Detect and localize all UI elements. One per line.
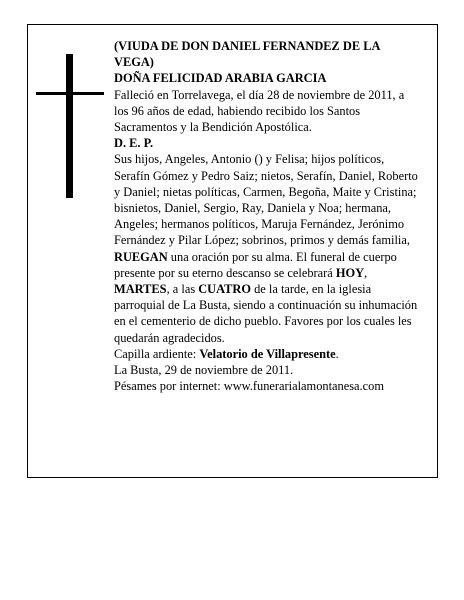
cross-vertical-bar: [66, 54, 73, 198]
martes-word: MARTES: [114, 282, 167, 297]
capilla-label: Capilla ardiente:: [114, 346, 200, 361]
capilla-line: [114, 346, 420, 362]
pesames-line: Pésames por internet: www.funerarialamontanesa.com: [114, 379, 384, 394]
death-paragraph: Falleció en Torrelavega, el día 28 de noviembre de 2011, a los 96 años de edad, habiendo recibido los Santos Sacramentos y la Bendición Apostólica.: [114, 87, 405, 135]
dep-line: D. E. P.: [114, 136, 154, 151]
capilla-end: .: [335, 346, 339, 361]
deceased-name: DOÑA FELICIDAD ARABIA GARCIA: [114, 71, 327, 86]
capilla-value: Velatorio de Villapresente: [199, 346, 336, 361]
funeral-text-2: , a las: [166, 282, 199, 297]
funeral-text-1: una oración por su alma. El funeral de cuerpo presente por su eterno descanso se celebrará: [114, 249, 397, 280]
place-date-line: La Busta, 29 de noviembre de 2011.: [114, 363, 294, 378]
cuatro-word: CUATRO: [198, 282, 252, 297]
cross-horizontal-bar: [36, 92, 104, 95]
funeral-paragraph: [114, 249, 420, 346]
obituary-text: [114, 38, 420, 394]
cross-icon: [36, 54, 104, 198]
family-paragraph: Sus hijos, Angeles, Antonio () y Felisa; hijos políticos, Serafín Gómez y Pedro Saiz; nietos, Serafín, Daniel, Roberto y Daniel; nietas políticas, Carmen, Begoña, Maite y Cristina; bisnietos, Daniel, Sergio, Ray, Daniela y Noa; hermana, Angeles; hermanos políticos, Maruja Fernández, Jerónimo Fernández y Pilar López; sobrinos, primos y demás familia,: [114, 152, 418, 248]
comma-text: ,: [364, 265, 368, 280]
widow-of-line: (VIUDA DE DON DANIEL FERNANDEZ DE LA VEGA): [114, 39, 380, 70]
ruegan-word: RUEGAN: [114, 249, 168, 264]
hoy-word: HOY: [335, 265, 365, 280]
funeral-text-3: de la tarde, en la iglesia parroquial de La Busta, siendo a continuación su inhumación en el cementerio de dicho pueblo. Favores por los cuales les quedarán agradecidos.: [114, 282, 418, 345]
